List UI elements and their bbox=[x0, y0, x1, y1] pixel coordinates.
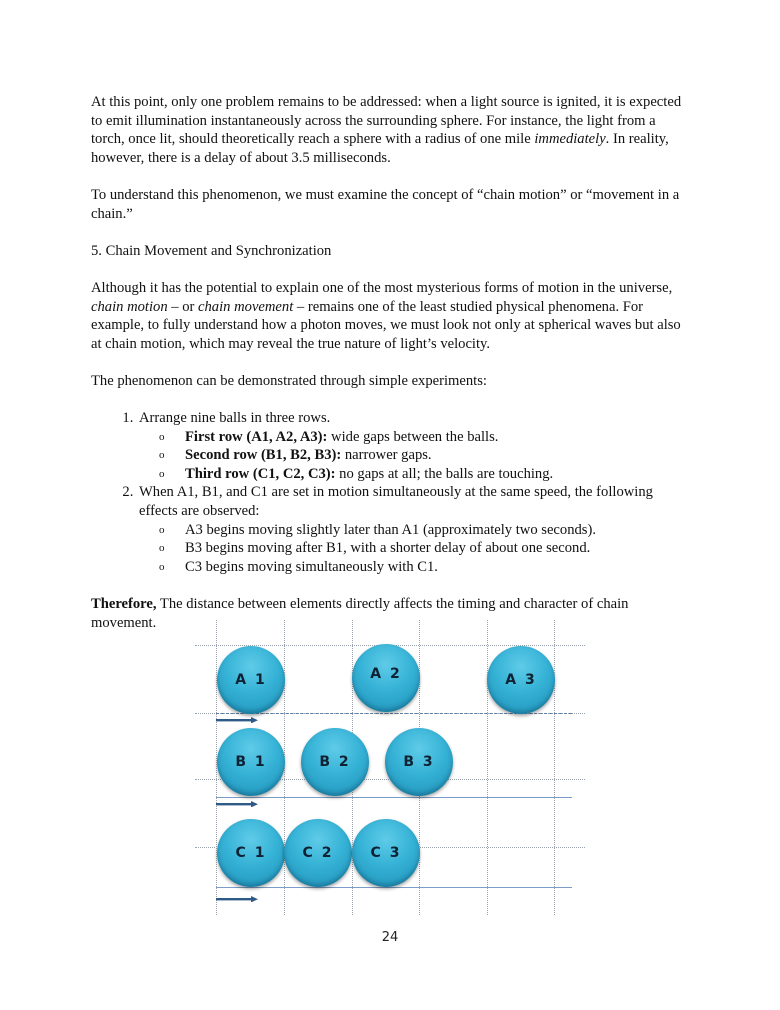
ball-c1: C 1 bbox=[217, 819, 285, 887]
hollow-bullet-icon: o bbox=[159, 430, 165, 443]
grid-line-horizontal bbox=[195, 847, 215, 848]
hollow-bullet-icon: o bbox=[159, 523, 165, 536]
row-c-arrow-icon bbox=[216, 896, 258, 902]
row-c-baseline bbox=[216, 887, 572, 888]
row-b-baseline bbox=[216, 797, 572, 798]
sub-item: o A3 begins moving slightly later than A1 (approximately two seconds). bbox=[159, 521, 596, 538]
step-sublist bbox=[139, 521, 691, 577]
sub-item: o First row (A1, A2, A3): wide gaps between the balls. bbox=[159, 428, 499, 445]
paragraph-intro: At this point, only one problem remains to be addressed: when a light source is ignited, it is expected to emit illumination instantaneously across the surrounding sphere. For instance, the light from a torch, once lit, should theoretically reach a sphere with a radius of one mile immediately. In reality, however, there is a delay of about 3.5 milliseconds. bbox=[91, 94, 682, 166]
sub-item: o Second row (B1, B2, B3): narrower gaps. bbox=[159, 447, 432, 464]
ball-b2: B 2 bbox=[301, 728, 369, 796]
ball-b1: B 1 bbox=[217, 728, 285, 796]
ball-c2: C 2 bbox=[284, 819, 352, 887]
step-item: 2. When A1, B1, and C1 are set in motion simultaneously at the same speed, the following effects are observed: o A3 begins moving slightly later than A1 (approximately two seconds). o B3 begins moving after B1, with a shorter delay of about one second. o C3 begins moving simultaneously with C1. bbox=[137, 483, 691, 576]
sub-item: o Third row (C1, C2, C3): no gaps at all; the balls are touching. bbox=[159, 465, 554, 482]
hollow-bullet-icon: o bbox=[159, 560, 165, 573]
row-b-arrow-icon bbox=[216, 801, 258, 807]
body-text bbox=[91, 93, 691, 651]
ball-b3: B 3 bbox=[385, 728, 453, 796]
section-heading: 5. Chain Movement and Synchronization bbox=[91, 242, 332, 259]
hollow-bullet-icon: o bbox=[159, 467, 165, 480]
emphasis-immediately: immediately bbox=[534, 131, 606, 148]
grid-line-horizontal bbox=[420, 847, 585, 848]
paragraph-experiments-intro: The phenomenon can be demonstrated through simple experiments: bbox=[91, 372, 487, 389]
ball-a1: A 1 bbox=[217, 646, 285, 714]
row-a-arrow-icon bbox=[216, 717, 258, 723]
grid-line-vertical bbox=[487, 620, 488, 915]
page-number: 24 bbox=[381, 930, 399, 945]
chain-motion-diagram bbox=[195, 615, 585, 915]
step-sublist bbox=[139, 428, 691, 484]
ball-a3: A 3 bbox=[487, 646, 555, 714]
hollow-bullet-icon: o bbox=[159, 542, 165, 555]
step-item: 1. Arrange nine balls in three rows. o First row (A1, A2, A3): wide gaps between the balls. o Second row (B1, B2, B3): narrower gaps. o Third row (C1, C2, C3): no gaps at all; the balls are touching. bbox=[137, 409, 691, 483]
sub-item: o C3 begins moving simultaneously with C1. bbox=[159, 558, 438, 575]
sub-item: o B3 begins moving after B1, with a shorter delay of about one second. bbox=[159, 540, 591, 557]
hollow-bullet-icon: o bbox=[159, 449, 165, 462]
ball-a2: A 2 bbox=[352, 644, 420, 712]
grid-line-vertical bbox=[554, 620, 555, 915]
experiment-steps bbox=[91, 409, 691, 576]
ball-c3: C 3 bbox=[352, 819, 420, 887]
paragraph-chain-concept: To understand this phenomenon, we must examine the concept of “chain motion” or “movement in a chain.” bbox=[91, 186, 680, 222]
paragraph-conclusion: Therefore, The distance between elements directly affects the timing and character of chain movement. bbox=[91, 596, 629, 631]
paragraph-chain-motion: Although it has the potential to explain one of the most mysterious forms of motion in the universe, chain motion – or chain movement – remains one of the least studied physical phenomena. For example, to fully understand how a photon moves, we must look not only at spherical waves but also at chain motion, which may reveal the true nature of light’s velocity. bbox=[91, 279, 681, 352]
